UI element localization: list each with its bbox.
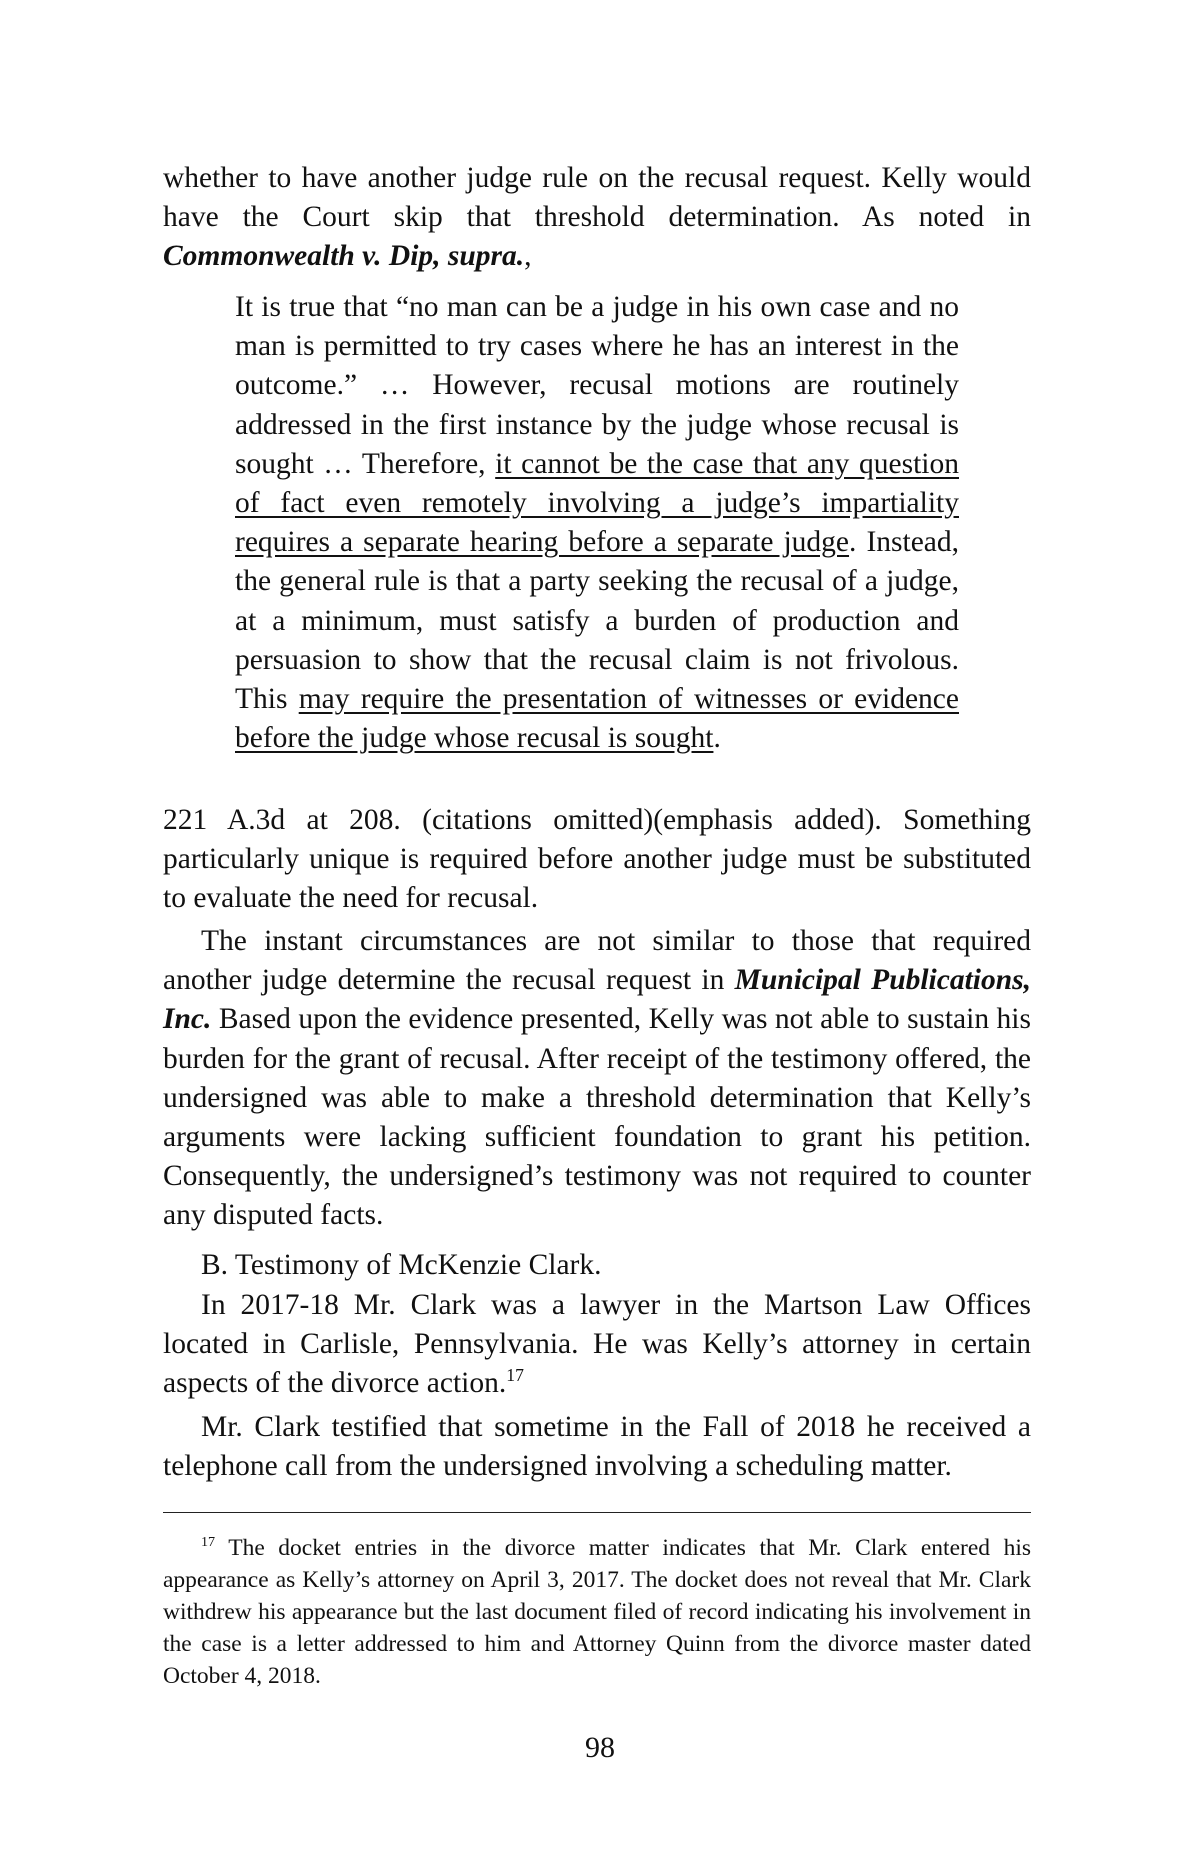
case-citation-dip: Commonwealth v. Dip, supra. [163, 240, 525, 273]
block-quote: It is true that “no man can be a judge in his own case and no man is permitted to try cases where he has an interest in the outcome.” … However, recusal motions are routinely addressed in the first instance by the judge whose recusal is sought … Therefore, it cannot be the case that any question of fact even remotely involving a judge’s impartiality requires a separate hearing before a separate judge. Instead, the general rule is that a party seeking the recusal of a judge, at a minimum, must satisfy a burden of production and persuasion to show that the recusal claim is not frivolous. This may require the presentation of witnesses or evidence before the judge whose recusal is sought. [235, 291, 960, 755]
paragraph-clark-testimony: Mr. Clark testified that sometime in the Fall of 2018 he received a telephone call from the undersigned involving a scheduling matter. [163, 1411, 1031, 1483]
footnote-number: 17 [201, 1534, 216, 1551]
case-citation-municipal: Municipal Publications, Inc. [163, 964, 1031, 1036]
section-heading: B. Testimony of McKenzie Clark. [201, 1249, 602, 1281]
paragraph-intro: whether to have another judge rule on the recusal request. Kelly would have the Court skip that threshold determination. As noted in Commonwealth v. Dip, supra., [163, 162, 1031, 273]
paragraph-clark-background: In 2017-18 Mr. Clark was a lawyer in the Martson Law Offices located in Carlisle, Pennsylvania. He was Kelly’s attorney in certain aspects of the divorce action.$^{17}$ [163, 1289, 1031, 1400]
footnote-divider [163, 1512, 1031, 1513]
paragraph-citation: 221 A.3d at 208. (citations omitted)(emphasis added). Something particularly unique is required before another judge must be substituted to evaluate the need for recusal. [163, 804, 1031, 915]
footnote: $^{17}$ The docket entries in the divorce matter indicates that Mr. Clark entered his appearance as Kelly’s attorney on April 3, 2017. The docket does not reveal that Mr. Clark withdrew his appearance but the last document filed of record indicating his involvement in the case is a letter addressed to him and Attorney Quinn from the divorce master dated October 4, 2018. [163, 1534, 1031, 1689]
footnote-reference[interactable]: 17 [506, 1365, 524, 1386]
emphasis-underline-1: it cannot be the case that any question of fact even remotely involving a judge’s impartiality requires a separate hearing before a separate judge [235, 447, 959, 559]
emphasis-underline-2: may require the presentation of witnesses or evidence before the judge whose recusal is sought [235, 683, 959, 755]
page-number: 98 [585, 1731, 615, 1764]
paragraph-circumstances: The instant circumstances are not similar to those that required another judge determine the recusal request in Municipal Publications, Inc. Based upon the evidence presented, Kelly was not able to sustain his burden for the grant of recusal. After receipt of the testimony offered, the undersigned was able to make a threshold determination that Kelly’s arguments were lacking sufficient foundation to grant his petition. Consequently, the undersigned’s testimony was not required to counter any disputed facts. [163, 925, 1031, 1232]
